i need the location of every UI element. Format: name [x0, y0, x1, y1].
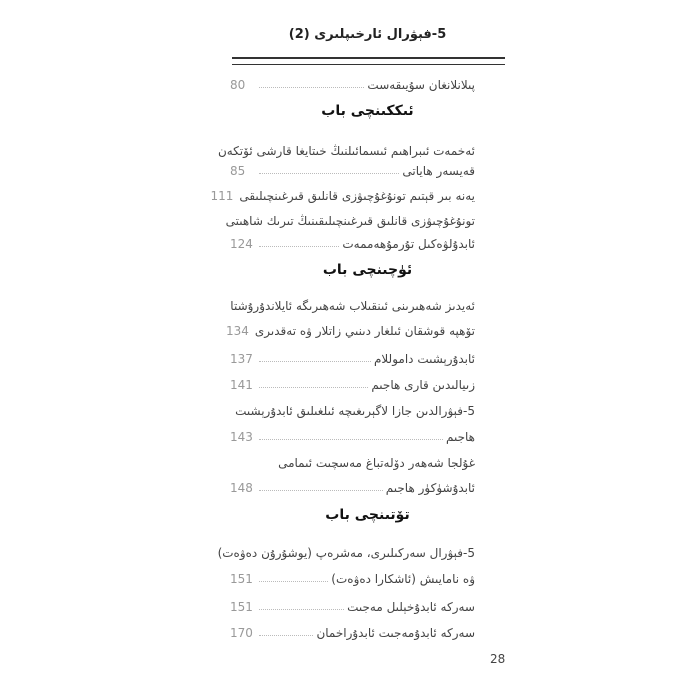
header-double-rule: [232, 57, 505, 65]
dot-leader: [259, 246, 339, 247]
toc-entry: [210, 183, 475, 203]
entry-title: قەيسەر ھاياتى: [402, 164, 475, 178]
toc-entry: [230, 346, 475, 366]
dot-leader: [259, 490, 383, 491]
dot-leader: [259, 581, 328, 582]
entry-title: سەركە ئابدۇخېلىل مەجىت: [347, 600, 475, 614]
entry-page-number: 111: [210, 189, 234, 203]
entry-page-number: 80: [230, 78, 246, 92]
toc-entry: [225, 208, 475, 228]
entry-page-number: 151: [230, 572, 253, 586]
chapter-heading: ئىككىنچى باب: [321, 103, 414, 119]
entry-page-number: 143: [230, 430, 253, 444]
entry-title: يەنە بىر قېتىم تونۇغۇچىۋزى قانلىق قىرغىنچىلىقى: [239, 189, 475, 203]
chapter-heading: تۆتىنچى باب: [325, 507, 410, 523]
entry-page-number: 148: [230, 481, 253, 495]
dot-leader: [259, 439, 443, 440]
dot-leader: [259, 635, 313, 636]
entry-title: ئابدۇلۋەكىل تۇرمۇھەممەت: [342, 237, 475, 251]
entry-title: سەركە ئابدۇمەجىت ئابدۇراخمان: [316, 626, 475, 640]
entry-title: ئەخمەت ئىبراھىم ئىسمائىلنىڭ خىتايغا قارشى ئۆتكەن: [217, 144, 475, 158]
dot-leader: [259, 87, 364, 88]
entry-title: ئەيدىز شەھىرىنى ئىنقىلاب شەھىرىگە ئايلاندۇرۇشتا: [230, 299, 475, 313]
dot-leader: [259, 609, 344, 610]
running-header: 5-فېۋرال ئارخىپلىرى (2): [288, 27, 447, 42]
entry-page-number: 141: [230, 378, 253, 392]
entry-title: ئابدۇرېشىت داموللام: [373, 352, 475, 366]
toc-entry: [230, 450, 475, 470]
dot-leader: [259, 387, 368, 388]
page-number: 28: [490, 652, 506, 666]
toc-entry: [230, 475, 475, 495]
dot-leader: [259, 173, 399, 174]
entry-title: پىلانلانغان سۇيىقەست: [367, 78, 475, 92]
entry-page-number: 134: [225, 324, 249, 338]
entry-title: ۋە نامايىش (ئاشكارا دەۋەت): [331, 572, 475, 586]
dot-leader: [259, 361, 371, 362]
toc-entry: [230, 231, 475, 251]
entry-title: 5-فېۋرال سەركىلىرى، مەشرەپ (يوشۇرۇن دەۋەت): [217, 546, 475, 560]
toc-entry: [230, 293, 475, 313]
toc-entry: [230, 424, 475, 444]
entry-title: تونۇغۇچىۋزى قانلىق قىرغىنچىلىقىنىڭ تىرىك شاھىتى: [225, 214, 475, 228]
chapter-heading: ئۈچىنچى باب: [322, 262, 413, 278]
entry-title: غۇلجا شەھەر دۆلەتباغ مەسچىت ئىمامى: [278, 456, 475, 470]
entry-page-number: 85: [230, 164, 246, 178]
entry-title: ئابدۇشۈكۈر ھاجىم: [385, 481, 475, 495]
toc-entry: [230, 594, 475, 614]
toc-entry: [217, 540, 475, 560]
entry-title: زىيالىدىن قارى ھاجىم: [371, 378, 475, 392]
entry-title: تۆھپە قوشقان ئىلغار دىنىي زاتلار ۋە تەقدىرى: [254, 324, 475, 338]
toc-entry: [217, 138, 475, 158]
toc-entry: [230, 158, 475, 178]
toc-entry: [230, 372, 475, 392]
entry-page-number: 170: [230, 626, 253, 640]
entry-title: 5-فېۋرالدىن جازا لاگېرىغىچە ئىلغىلىق ئابدۇرېشىت: [235, 404, 475, 418]
toc-entry: [225, 318, 475, 338]
entry-page-number: 137: [230, 352, 253, 366]
toc-entry: [230, 72, 475, 92]
toc-entry: [230, 398, 475, 418]
entry-page-number: 124: [230, 237, 253, 251]
entry-title: ھاجىم: [445, 430, 475, 444]
entry-page-number: 151: [230, 600, 253, 614]
toc-entry: [230, 566, 475, 586]
toc-entry: [230, 620, 475, 640]
